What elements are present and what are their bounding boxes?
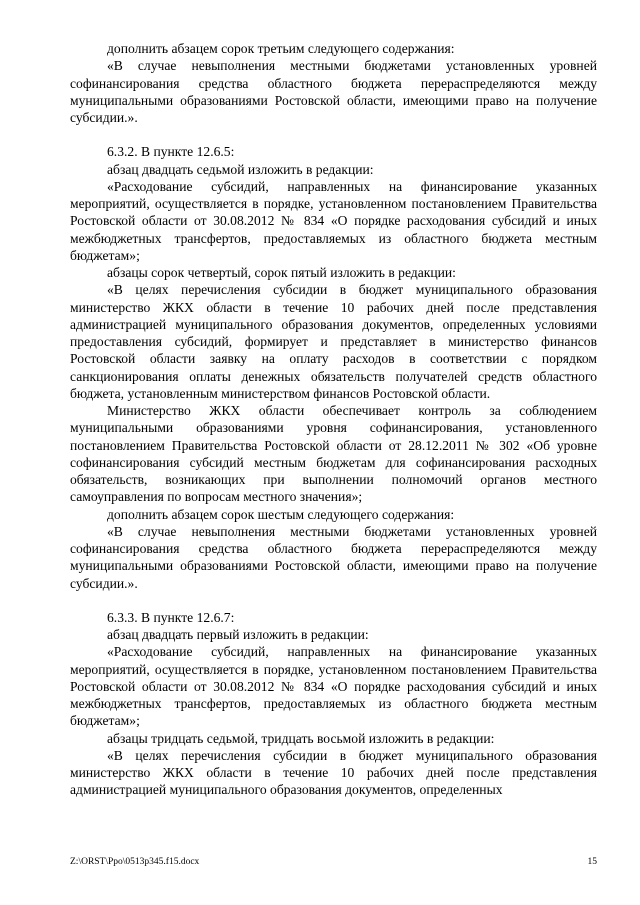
paragraph: дополнить абзацем сорок третьим следующего содержания: [107, 41, 455, 56]
paragraph: абзацы тридцать седьмой, тридцать восьмой изложить в редакции: [107, 730, 495, 746]
file-path: Z:\ORST\Ppo\0513p345.f15.docx [70, 857, 200, 867]
paragraph: «Расходование субсидий, направленных на финансирование указанных мероприятий, осуществляется в порядке, установленном постановлением Правительства Ростовской области от 30.08.2012 № 834 «О порядке расходования субсидий и иных межбюджетных трансфертов, предоставляемых из областного бюджета местным бюджетам»; [70, 644, 597, 729]
document-body [70, 40, 597, 799]
paragraph: «В целях перечисления субсидии в бюджет муниципального образования министерство ЖКХ области в течение 10 рабочих дней после представления администрацией муниципального образования документов, определенных [70, 747, 597, 798]
paragraph: абзацы сорок четвертый, сорок пятый изложить в редакции: [107, 265, 456, 280]
paragraph: Министерство ЖКХ области обеспечивает контроль за соблюдением муниципальными образованиями уровня софинансирования, установленного постановлением Правительства Ростовской области от 28.12.2011 № 302 «Об уровне софинансирования субсидий местным бюджетам для софинансирования расходных обязательств, возникающих при выполнении полномочий органов местного самоуправления по вопросам местного значения»; [70, 403, 597, 505]
section-heading: 6.3.3. В пункте 12.6.7: [107, 609, 235, 625]
page-number: 15 [587, 857, 597, 867]
paragraph-gap [70, 126, 597, 143]
paragraph: дополнить абзацем сорок шестым следующего содержания: [107, 506, 455, 522]
paragraph: абзац двадцать первый изложить в редакции: [107, 627, 369, 642]
section-heading: 6.3.2. В пункте 12.6.5: [107, 144, 235, 160]
paragraph-gap [70, 592, 597, 609]
paragraph: абзац двадцать седьмой изложить в редакции: [107, 161, 374, 177]
paragraph: «В случае невыполнения местными бюджетами установленных уровней софинансирования средства областного бюджета перераспределяются между муниципальными образованиями Ростовской области, имеющими право на получение субсидии.». [70, 58, 597, 125]
paragraph: «В целях перечисления субсидии в бюджет муниципального образования министерство ЖКХ области в течение 10 рабочих дней после представления администрацией муниципального образования документов, определенных условиями предоставления субсидий, формирует и представляет в министерство финансов Ростовской области заявку на оплату расходов в соответствии с порядком санкционирования оплаты денежных обязательств получателей средств областного бюджета, установленным министерством финансов Ростовской области. [70, 282, 597, 401]
paragraph: «Расходование субсидий, направленных на финансирование указанных мероприятий, осуществляется в порядке, установленном постановлением Правительства Ростовской области от 30.08.2012 № 834 «О порядке расходования субсидий и иных межбюджетных трансфертов, предоставляемых из областного бюджета местным бюджетам»; [70, 178, 597, 263]
paragraph: «В случае невыполнения местными бюджетами установленных уровней софинансирования средства областного бюджета перераспределяются между муниципальными образованиями Ростовской области, имеющими право на получение субсидии.». [70, 523, 597, 591]
